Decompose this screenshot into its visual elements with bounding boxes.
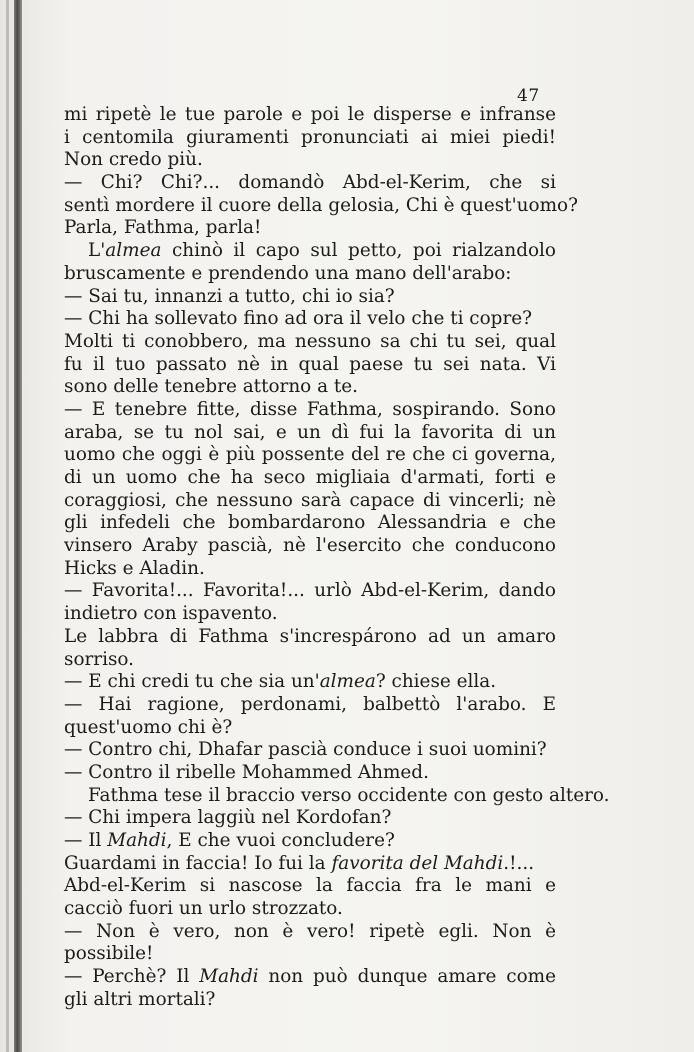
text-segment: bruscamente e prendendo una mano dell'arabo: [64, 262, 512, 284]
text-segment: Molti ti conobbero, ma nessuno sa chi tu sei, qual [64, 330, 556, 352]
text-segment: — Il [64, 830, 108, 851]
italic-text: almea [319, 671, 376, 693]
text-segment: gli altri mortali? [64, 988, 216, 1010]
text-line [64, 830, 556, 853]
text-line [64, 194, 578, 218]
page-edge-shadow [6, 0, 9, 1052]
text-line [64, 739, 556, 762]
text-segment: sentì mordere il cuore della gelosia, Chi è quest'uomo? [64, 194, 578, 216]
text-line [64, 580, 556, 603]
text-segment: Non credo più. [64, 149, 203, 171]
text-segment: sorriso. [64, 648, 135, 670]
text-segment: — Chi ha sollevato fino ad ora il velo che ti copre? [64, 308, 532, 330]
text-segment: .!... [503, 852, 535, 874]
text-line [64, 490, 556, 513]
text-line [64, 535, 556, 558]
text-segment: di un uomo che ha seco migliaia d'armati, forti e [64, 467, 556, 488]
text-segment: quest'uomo chi è? [64, 716, 233, 738]
text-segment: — Chi impera laggiù nel Kordofan? [64, 807, 392, 829]
text-segment: — Chi? Chi?... domandò Abd-el-Kerim, che si [64, 172, 556, 194]
text-segment: sono delle tenebre attorno a te. [64, 376, 359, 398]
text-line [64, 127, 556, 150]
text-line [64, 512, 556, 535]
text-line [64, 308, 556, 331]
text-line [64, 898, 556, 921]
page-number: 47 [517, 86, 540, 106]
text-segment: araba, se tu nol sai, e un dì fui la favorita di un [64, 421, 556, 443]
text-segment: uomo che oggi è più possente del re che ci governa, [64, 444, 556, 466]
text-segment: — Contro il ribelle Mohammed Ahmed. [64, 761, 429, 783]
text-segment: Le labbra di Fathma s'increspárono ad un amaro [64, 625, 556, 647]
text-line [64, 172, 556, 195]
text-line [64, 966, 556, 989]
text-line [64, 104, 556, 127]
text-line [64, 762, 556, 785]
text-segment: gli infedeli che bombardarono Alessandria e che [64, 512, 556, 534]
text-segment: fu il tuo passato nè in qual paese tu sei nata. Vi [64, 353, 556, 375]
text-segment: possibile! [64, 943, 154, 965]
text-segment: — Hai ragione, perdonami, balbettò l'arabo. E [64, 693, 556, 715]
text-segment: — Contro chi, Dhafar pascià conduce i suoi uomini? [64, 739, 547, 761]
text-line [64, 603, 556, 626]
italic-text: Mahdi [107, 830, 167, 851]
text-line [64, 422, 556, 445]
text-segment: Fathma tese il braccio verso occidente con gesto altero. [88, 784, 610, 806]
text-segment: Guardami in faccia! Io fui la [64, 852, 332, 874]
text-line [64, 807, 556, 830]
text-line [64, 354, 556, 377]
text-segment: L' [88, 240, 106, 262]
text-line [64, 853, 556, 876]
text-line [64, 444, 556, 467]
italic-text: Mahdi [199, 966, 259, 988]
text-segment: mi ripetè le tue parole e poi le disperse e infranse [64, 104, 556, 125]
text-segment: Abd-el-Kerim si nascose la faccia fra le mani e [64, 875, 556, 897]
text-segment: — Favorita!... Favorita!... urlò Abd-el-Kerim, dando [64, 580, 556, 602]
text-line [64, 558, 556, 581]
text-line [64, 989, 556, 1012]
text-segment: cacciò fuori un urlo strozzato. [64, 898, 343, 920]
text-segment: vinsero Araby pascià, nè l'esercito che conducono [64, 535, 556, 557]
text-line [64, 875, 556, 898]
text-line [64, 399, 556, 422]
text-segment: non può dunque amare come [258, 966, 556, 988]
text-segment: Hicks e Aladin. [64, 557, 205, 579]
text-line [64, 376, 556, 399]
text-segment: — Sai tu, innanzi a tutto, chi io sia? [64, 285, 395, 307]
text-segment: chinò il capo sul petto, poi rialzandolo [161, 240, 556, 262]
italic-text: almea [105, 240, 162, 262]
text-segment: coraggiosi, che nessuno sarà capace di vincerli; nè [64, 489, 556, 511]
text-segment: i centomila giuramenti pronunciati ai miei piedi! [64, 126, 556, 148]
text-segment: — E chi credi tu che sia un' [64, 671, 320, 693]
text-line [64, 784, 610, 808]
text-line [64, 467, 556, 490]
text-line [64, 717, 556, 740]
text-line [64, 626, 556, 649]
text-line [64, 331, 556, 354]
text-segment: Parla, Fathma, parla! [64, 217, 262, 239]
text-line [64, 921, 556, 944]
text-segment: — Non è vero, non è vero! ripetè egli. Non è [64, 920, 556, 942]
text-segment: , E che vuoi concludere? [166, 830, 395, 851]
text-line [64, 671, 556, 694]
text-line [64, 943, 556, 966]
body-text [64, 104, 610, 1012]
text-line [64, 649, 556, 672]
text-line [64, 286, 556, 309]
text-line [64, 694, 556, 717]
italic-text: favorita del Mahdi [331, 852, 504, 874]
text-line [64, 149, 556, 172]
text-line [64, 217, 556, 240]
text-segment: ? chiese ella. [375, 671, 497, 693]
text-segment: — Perchè? Il [64, 966, 200, 988]
text-line [64, 263, 556, 286]
text-line [64, 240, 556, 263]
text-segment: indietro con ispavento. [64, 603, 278, 625]
text-segment: — E tenebre fitte, disse Fathma, sospirando. Sono [64, 398, 556, 420]
binding-edge [14, 0, 22, 1052]
